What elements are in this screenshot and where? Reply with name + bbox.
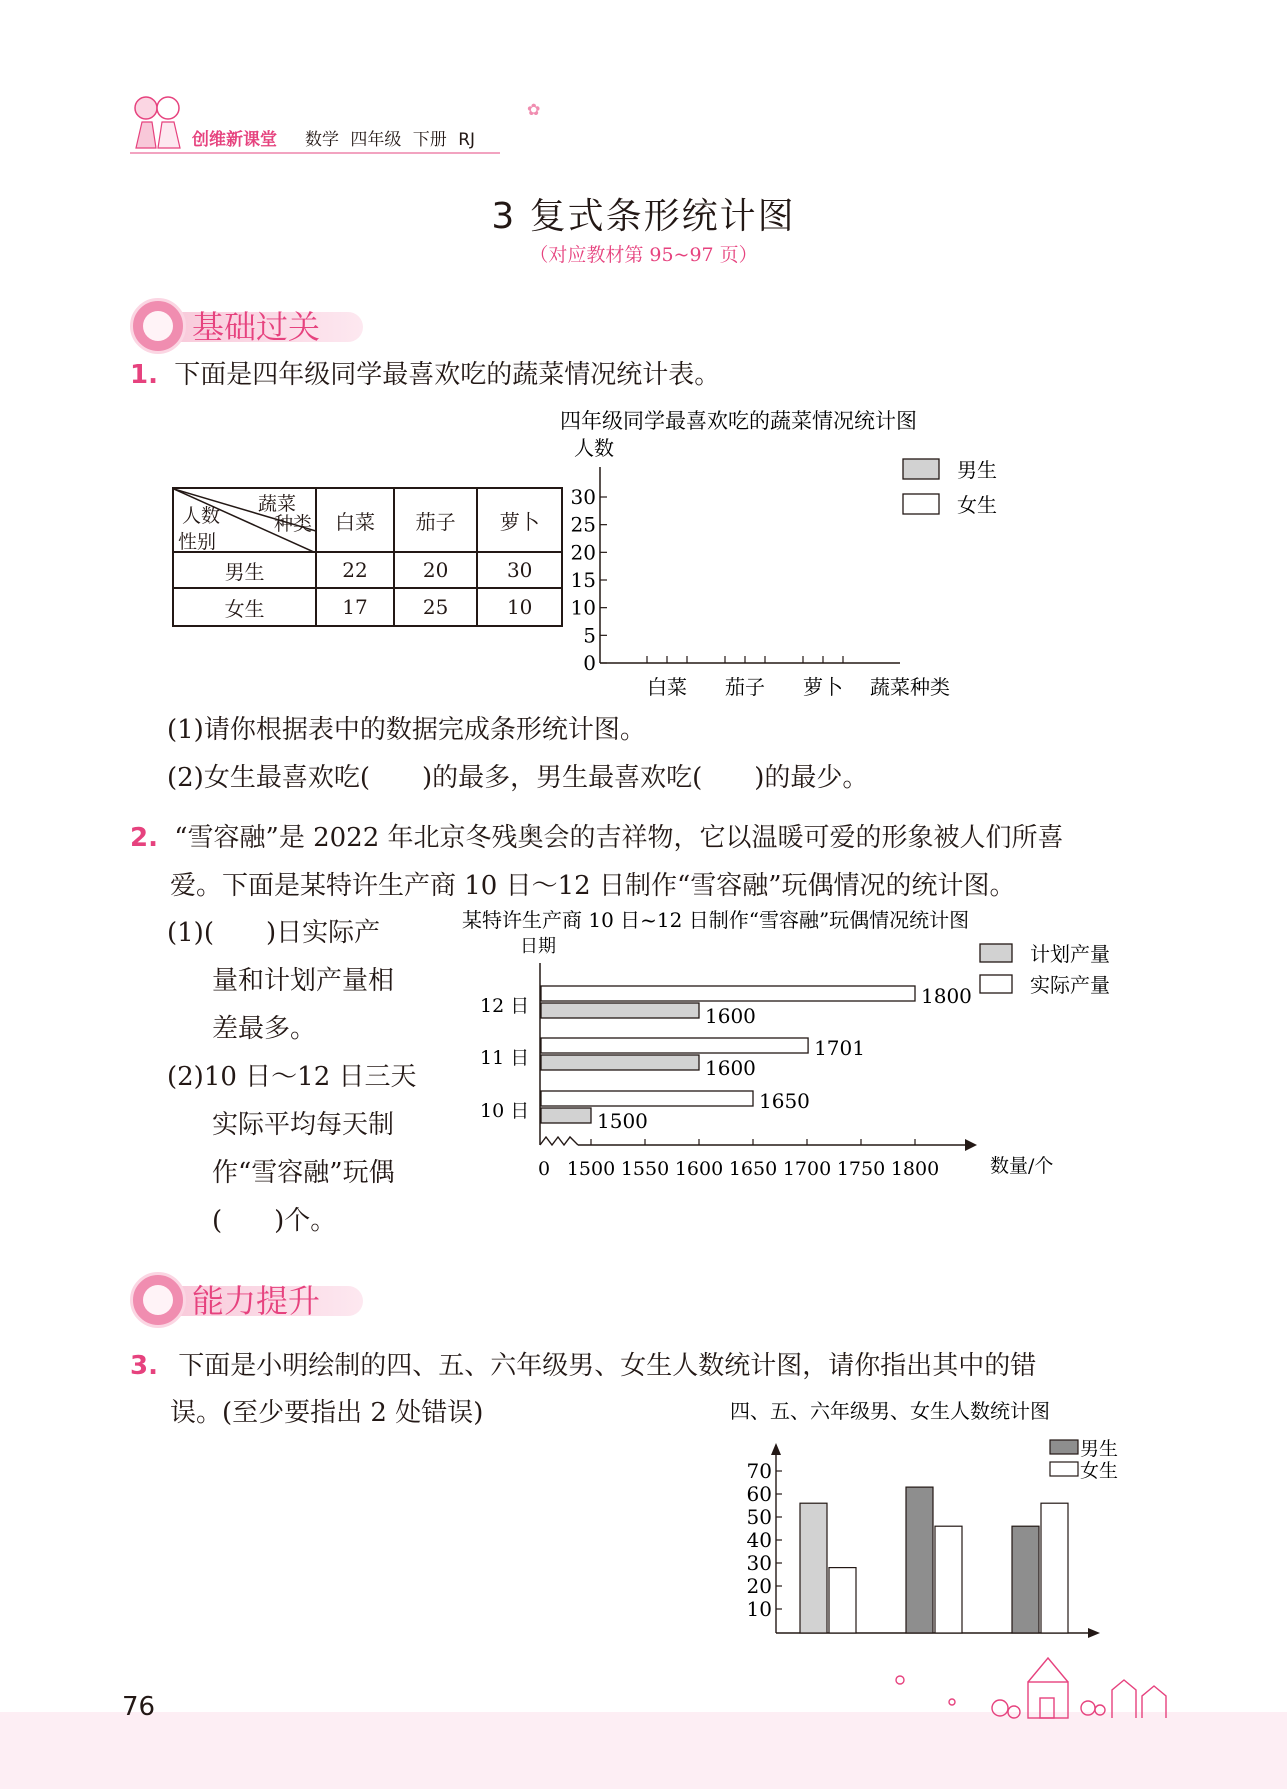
- chart3-y-tick-label: 60: [746, 1482, 772, 1506]
- corner-label-vegetable: 蔬菜: [258, 493, 297, 515]
- section-title-basic: 基础过关: [192, 308, 321, 346]
- chart2-bar-planned: [541, 1003, 699, 1018]
- chart2-x-tick-label: 1650: [728, 1158, 778, 1180]
- chart2-x-tick-label: 0: [537, 1158, 551, 1180]
- chart1-y-tick-label: 5: [583, 623, 596, 648]
- table-cell: 25: [394, 588, 478, 626]
- chart2-category-label: 11 日: [480, 1047, 530, 1069]
- page-subtitle: （对应教材第 95~97 页）: [529, 244, 758, 266]
- chart2-bar-label-planned: 1500: [597, 1109, 648, 1133]
- header-divider: [130, 152, 500, 154]
- chart2-bar-actual: [541, 1091, 753, 1106]
- q3-number: 3.: [130, 1351, 158, 1381]
- chart-vegetable-blank: [560, 405, 1020, 705]
- table-row: [173, 588, 562, 626]
- q3-stem-line1: 下面是小明绘制的四、五、六年级男、女生人数统计图，请你指出其中的错: [178, 1351, 1037, 1381]
- chart3-y-tick-label: 50: [746, 1505, 772, 1529]
- table-row-label: 女生: [173, 588, 316, 626]
- q1-sub2: (2)女生最喜欢吃( )的最多，男生最喜欢吃( )的最少。: [167, 763, 869, 793]
- q1-sub1: (1)请你根据表中的数据完成条形统计图。: [167, 715, 646, 745]
- table-cell: 17: [316, 588, 394, 626]
- chart3-bar-boys: [800, 1503, 827, 1633]
- chart2-legend-swatch: [980, 944, 1012, 962]
- q1-number: 1.: [130, 360, 158, 390]
- header-brand: 创维新课堂: [192, 130, 277, 150]
- table-cell: 20: [394, 552, 478, 588]
- chart-grade-gender: [720, 1395, 1140, 1645]
- corner-label-kind: 种类: [274, 513, 313, 535]
- page-number: 76: [122, 1692, 156, 1722]
- table-row: [173, 552, 562, 588]
- header-book-info: 数学 四年级 下册 RJ: [305, 130, 476, 150]
- q2-sub1-line1: (1)( )日实际产: [167, 918, 381, 948]
- chart2-bar-planned: [541, 1108, 591, 1123]
- chart1-y-tick-label: 20: [570, 540, 596, 565]
- chart2-category-label: 12 日: [480, 995, 530, 1017]
- chart2-bar-actual: [541, 1038, 808, 1053]
- chart3-bar-girls: [935, 1526, 962, 1633]
- chart2-x-tick-label: 1550: [620, 1158, 670, 1180]
- chart1-ylabel: 人数: [574, 436, 614, 460]
- q2-sub2-line3: 作“雪容融”玩偶: [212, 1158, 395, 1188]
- page-title: 3 复式条形统计图: [491, 196, 796, 237]
- q2-line1: [130, 825, 1064, 851]
- corner-label-count: 人数: [182, 505, 221, 527]
- chart1-legend-swatch: [903, 494, 939, 514]
- chart2-x-tick-label: 1700: [782, 1158, 832, 1180]
- chart2-title: 某特许生产商 10 日~12 日制作“雪容融”玩偶情况统计图: [462, 908, 970, 932]
- section-banner-basic: [130, 298, 370, 344]
- chart3-legend-swatch: [1050, 1462, 1078, 1476]
- chart3-bar-girls: [829, 1568, 856, 1633]
- chart2-x-tick-label: 1600: [674, 1158, 724, 1180]
- table-header-qiezi: 茄子: [394, 488, 478, 552]
- chart3-y-tick-label: 10: [746, 1597, 772, 1621]
- section-title-advanced: 能力提升: [192, 1282, 321, 1320]
- chart3-y-tick-label: 30: [746, 1551, 772, 1575]
- table-header-baicai: 白菜: [316, 488, 394, 552]
- chart1-legend-label: 女生: [957, 493, 997, 517]
- chart1-y-tick-label: 0: [583, 651, 596, 675]
- chart3-bar-boys: [906, 1487, 933, 1633]
- chart3-y-arrow: [771, 1443, 781, 1455]
- chart1-category-label: 萝卜: [803, 675, 843, 699]
- chart1-title: 四年级同学最喜欢吃的蔬菜情况统计图: [560, 409, 917, 433]
- q2-number: 2.: [130, 823, 158, 853]
- chart3-y-tick-label: 20: [746, 1574, 772, 1598]
- chart1-y-tick-label: 25: [570, 512, 596, 537]
- chart2-legend-swatch: [980, 975, 1012, 993]
- q1-data-table: [172, 487, 563, 627]
- q3-line1: [130, 1353, 1036, 1379]
- table-cell: 30: [477, 552, 562, 588]
- chart3-legend-label: 女生: [1080, 1460, 1119, 1482]
- section-banner-advanced: [130, 1272, 370, 1318]
- chart2-axis-break: [540, 1137, 578, 1145]
- q3-line2: 误。(至少要指出 2 处错误): [170, 1398, 484, 1428]
- chart2-x-arrow: [965, 1139, 977, 1151]
- chart2-x-tick-label: 1750: [836, 1158, 886, 1180]
- chart3-y-tick-label: 70: [746, 1459, 772, 1483]
- chart3-bar-girls: [1041, 1503, 1068, 1633]
- chart2-x-tick-label: 1800: [890, 1158, 940, 1180]
- q2-sub1-line3: 差最多。: [212, 1014, 317, 1044]
- chart2-ylabel: 日期: [520, 936, 556, 957]
- corner-label-gender: 性别: [178, 531, 217, 553]
- flower-icon: ✿: [527, 100, 541, 119]
- chart-xuerongrong: [460, 908, 1140, 1188]
- table-cell: 22: [316, 552, 394, 588]
- chart1-y-tick-label: 10: [570, 595, 596, 620]
- q2-sub1-line2: 量和计划产量相: [212, 966, 395, 996]
- chart2-x-label: 数量/个: [990, 1155, 1054, 1177]
- chart2-bar-label-planned: 1600: [705, 1056, 756, 1080]
- chart1-y-tick-label: 30: [570, 485, 596, 509]
- table-cell: 10: [477, 588, 562, 626]
- chart3-x-arrow: [1088, 1628, 1100, 1638]
- chart1-legend-swatch: [903, 459, 939, 479]
- chart2-bar-actual: [541, 986, 915, 1001]
- table-header-luobo: 萝卜: [477, 488, 562, 552]
- table-corner-cell: [173, 488, 316, 552]
- q2-sub2-line2: 实际平均每天制: [212, 1110, 395, 1140]
- chart1-category-label: 茄子: [725, 675, 765, 699]
- chart1-y-tick-label: 15: [570, 568, 596, 592]
- chart2-bar-label-actual: 1650: [759, 1089, 810, 1113]
- q2-sub2-line4: ( )个。: [212, 1206, 337, 1236]
- q1-stem: 下面是四年级同学最喜欢吃的蔬菜情况统计表。: [174, 360, 721, 390]
- chart2-category-label: 10 日: [480, 1100, 530, 1122]
- q1-text: [130, 362, 720, 388]
- chart2-bar-label-actual: 1701: [814, 1036, 865, 1060]
- chart2-x-tick-label: 1500: [566, 1158, 616, 1180]
- q2-line2: 爱。下面是某特许生产商 10 日～12 日制作“雪容融”玩偶情况的统计图。: [170, 871, 1016, 901]
- chart3-y-tick-label: 40: [746, 1528, 772, 1552]
- chart2-legend-label: 实际产量: [1030, 973, 1110, 997]
- chart3-title: 四、五、六年级男、女生人数统计图: [730, 1399, 1050, 1423]
- chart2-bar-label-actual: 1800: [921, 984, 972, 1008]
- castle-illustration: [880, 1650, 1180, 1724]
- chart2-legend-label: 计划产量: [1030, 942, 1110, 966]
- chart1-x-label: 蔬菜种类: [870, 675, 950, 699]
- chart1-legend-label: 男生: [957, 458, 997, 482]
- chart1-category-label: 白菜: [647, 675, 687, 699]
- chart2-bar-planned: [541, 1055, 699, 1070]
- chart3-legend-swatch: [1050, 1440, 1078, 1454]
- header-mascot: [128, 88, 188, 150]
- chart3-bar-boys: [1012, 1526, 1039, 1633]
- chart2-bar-label-planned: 1600: [705, 1004, 756, 1028]
- q2-sub2-line1: (2)10 日～12 日三天: [167, 1062, 417, 1092]
- table-row-label: 男生: [173, 552, 316, 588]
- chart3-legend-label: 男生: [1080, 1438, 1119, 1460]
- q2-stem-line1: “雪容融”是 2022 年北京冬残奥会的吉祥物，它以温暖可爱的形象被人们所喜: [174, 823, 1064, 853]
